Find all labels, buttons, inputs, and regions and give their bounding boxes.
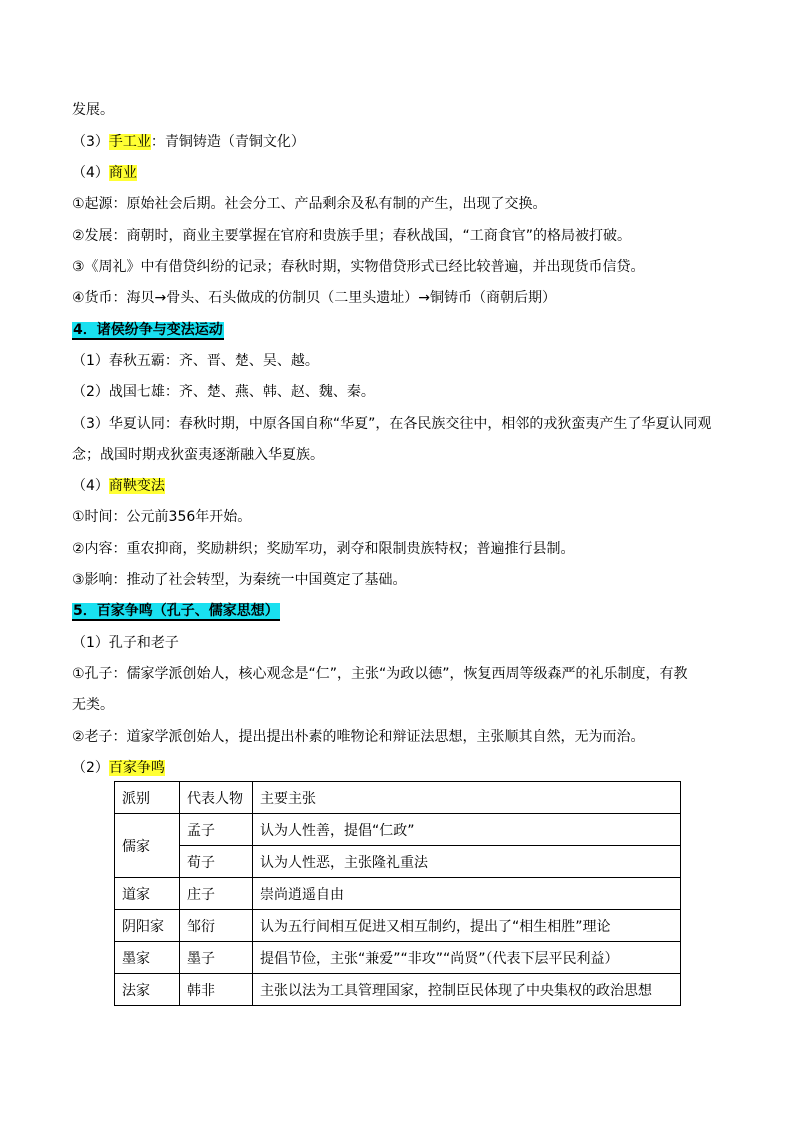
text-line: （1）春秋五霸：齐、晋、楚、吴、越。 [72,353,319,369]
table-cell-person: 庄子 [180,878,253,910]
table-header: 主要主张 [253,782,681,814]
table-cell-person: 荀子 [180,846,253,878]
table-cell-person: 韩非 [180,974,253,1006]
section-heading-4: 4．诸侯纷争与变法运动 [73,322,223,338]
table-cell-school: 法家 [115,974,180,1006]
text-line: ③影响：推动了社会转型，为秦统一中国奠定了基础。 [72,572,407,588]
table-cell-person: 墨子 [180,942,253,974]
text-line: ①时间：公元前356年开始。 [72,509,252,525]
section-heading-5: 5．百家争鸣（孔子、儒家思想） [73,603,279,619]
highlight-hundred-schools: 百家争鸣 [108,760,165,776]
text-line: ③《周礼》中有借贷纠纷的记录；春秋时期，实物借贷形式已经比较普遍，并出现货币信贷。 [72,259,645,275]
table-cell-school: 儒家 [115,814,180,878]
table-header-row [115,782,681,814]
table-row [115,942,681,974]
table-row [115,814,681,846]
text-line: ①起源：原始社会后期。社会分工、产品剩余及私有制的产生，出现了交换。 [72,196,547,212]
table-cell-idea: 认为人性恶，主张隆礼重法 [253,846,681,878]
highlight-handicraft: 手工业 [108,134,151,150]
subheading-handicraft: （3）手工业：青铜铸造（青铜文化） [72,134,305,150]
table-cell-school: 阴阳家 [115,910,180,942]
text-line: 发展。 [72,102,114,118]
text-line: 无类。 [72,697,114,713]
schools-table [114,781,681,1006]
table-cell-idea: 认为人性善，提倡“仁政” [253,814,681,846]
table-header: 派别 [115,782,180,814]
table-cell-school: 墨家 [115,942,180,974]
text-line: ②老子：道家学派创始人，提出提出朴素的唯物论和辩证法思想，主张顺其自然，无为而治。 [72,729,645,745]
text-line: ②发展：商朝时，商业主要掌握在官府和贵族手里；春秋战国，“工商食官”的格局被打破。 [72,228,632,244]
text-line: ④货币：海贝→骨头、石头做成的仿制贝（二里头遗址）→铜铸币（商朝后期） [72,290,557,306]
table-row [115,846,681,878]
table-row [115,878,681,910]
table-row [115,910,681,942]
highlight-commerce: 商业 [108,165,137,181]
table-cell-idea: 主张以法为工具管理国家，控制臣民体现了中央集权的政治思想 [253,974,681,1006]
table-header: 代表人物 [180,782,253,814]
subheading-commerce: （4）商业 [72,165,137,181]
subheading-shang-yang-reform: （4）商鞅变法 [72,478,165,494]
table-cell-person: 邹衍 [180,910,253,942]
text-line: （1）孔子和老子 [72,635,179,651]
text-line: （3）华夏认同：春秋时期，中原各国自称“华夏”，在各民族交往中，相邻的戎狄蛮夷产生了华夏认同观 [72,416,712,432]
table-cell-idea: 认为五行间相互促进又相互制约，提出了“相生相胜”理论 [253,910,681,942]
text-line: 念；战国时期戎狄蛮夷逐渐融入华夏族。 [72,447,324,463]
table-cell-school: 道家 [115,878,180,910]
highlight-shang-yang: 商鞅变法 [108,478,165,494]
table-cell-person: 孟子 [180,814,253,846]
text-line: ①孔子：儒家学派创始人，核心观念是“仁”，主张“为政以德”，恢复西周等级森严的礼乐制度，有教 [72,666,688,682]
table-cell-idea: 提倡节俭，主张“兼爱”“非攻”“尚贤”（代表下层平民利益） [253,942,681,974]
table-row [115,974,681,1006]
text-line: ②内容：重农抑商，奖励耕织；奖励军功，剥夺和限制贵族特权；普遍推行县制。 [72,541,575,557]
table-cell-idea: 崇尚逍遥自由 [253,878,681,910]
subheading-hundred-schools: （2）百家争鸣 [72,760,165,776]
text-line: （2）战国七雄：齐、楚、燕、韩、赵、魏、秦。 [72,384,375,400]
